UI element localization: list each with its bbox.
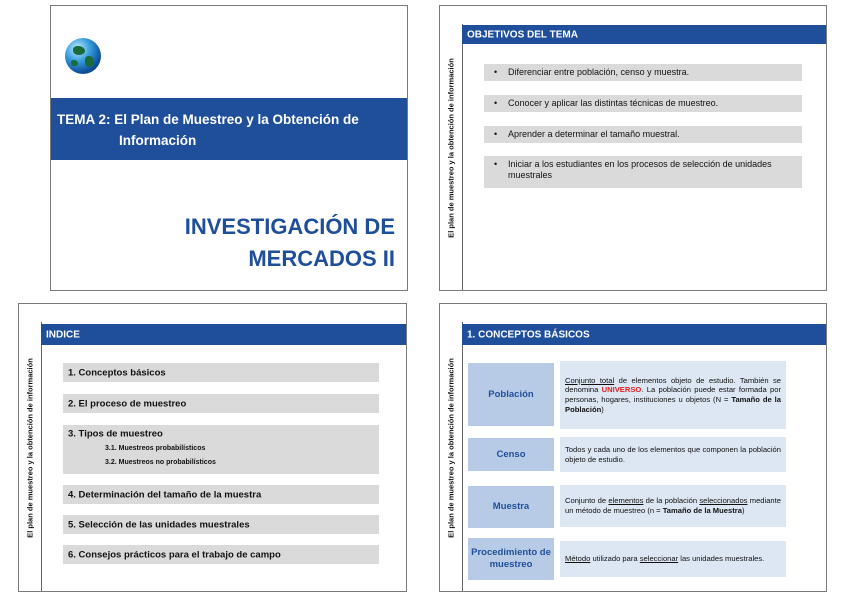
vertical-label-text: El plan de muestreo y la obtención de información — [446, 357, 456, 538]
index-item-label: 6. Consejos prácticos para el trabajo de campo — [68, 549, 281, 560]
def-text: las unidades muestrales. — [678, 554, 765, 564]
definition-procedimiento — [560, 541, 786, 577]
index-item — [63, 545, 379, 564]
def-text: de la población — [643, 496, 700, 506]
index-item — [63, 485, 379, 504]
term-procedimiento: Procedimiento de muestreo — [468, 538, 554, 580]
def-highlight: UNIVERSO — [601, 385, 642, 395]
index-item — [63, 425, 379, 474]
slide-objetivos — [439, 5, 827, 291]
vertical-label — [19, 304, 41, 591]
def-text: Todos y cada uno de los elementos que componen la población objeto de estudio. — [565, 444, 781, 464]
def-text: seleccionados — [699, 496, 748, 506]
def-bold: Tamaño de la Población — [565, 395, 781, 414]
objective-item: • Aprender a determinar el tamaño muestral. — [484, 126, 802, 143]
objective-item: • Conocer y aplicar las distintas técnicas de muestreo. — [484, 95, 802, 112]
index-subitem: 3.1. Muestreos probabilísticos — [105, 445, 206, 452]
term-censo: Censo — [468, 438, 554, 471]
def-text: Conjunto total — [565, 375, 615, 385]
slide-title — [50, 5, 408, 291]
def-text: mediante un método de muestreo (n = — [565, 496, 781, 515]
slide-header-text: INDICE — [46, 329, 80, 340]
vertical-label — [440, 6, 462, 290]
index-item-label: 1. Conceptos básicos — [68, 367, 166, 378]
index-item-label: 2. El proceso de muestreo — [68, 398, 187, 409]
vertical-label — [440, 304, 462, 591]
index-item — [63, 394, 379, 413]
vertical-label-text: El plan de muestreo y la obtención de información — [25, 357, 35, 538]
def-text: Conjunto de — [565, 496, 609, 506]
index-item-label: 4. Determinación del tamaño de la muestra — [68, 489, 262, 500]
def-text: Método — [565, 554, 591, 564]
slide-conceptos — [439, 303, 827, 592]
term-poblacion: Población — [468, 363, 554, 426]
index-item-label: 5. Selección de las unidades muestrales — [68, 519, 250, 530]
definition-muestra — [560, 485, 786, 527]
definition-censo — [560, 437, 786, 472]
def-text: ) — [741, 506, 745, 515]
slide-header — [462, 324, 827, 345]
def-text: elementos — [608, 496, 644, 506]
course-title-line1: INVESTIGACIÓN DE — [184, 214, 395, 239]
def-text: seleccionar — [639, 554, 679, 564]
slide-header-text: 1. CONCEPTOS BÁSICOS — [467, 329, 590, 340]
def-text: de elementos objeto de estudio. También se denomina — [565, 375, 781, 395]
def-text: utilizado para — [590, 554, 640, 564]
divider — [462, 24, 463, 290]
course-title-line2: MERCADOS II — [248, 246, 395, 271]
slide-header-text: OBJETIVOS DEL TEMA — [467, 29, 578, 40]
objective-item: • Diferenciar entre población, censo y muestra. — [484, 64, 802, 81]
tema-title-line1: TEMA 2: El Plan de Muestreo y la Obtención de — [57, 112, 359, 127]
index-item-label: 3. Tipos de muestreo — [68, 428, 163, 440]
tema-banner — [51, 98, 408, 160]
definition-poblacion — [560, 361, 786, 429]
def-text: . La población puede estar formada por personas, hogares, instituciones u objetos (N = — [565, 385, 781, 404]
index-subitem: 3.2. Muestreos no probabilísticos — [105, 459, 216, 466]
objective-item: • Iniciar a los estudiantes en los procesos de selección de unidades muestrales — [484, 156, 802, 188]
slide-header — [41, 324, 407, 345]
index-item — [63, 363, 379, 382]
tema-title-line2: Información — [119, 133, 197, 148]
divider — [41, 322, 42, 591]
term-muestra: Muestra — [468, 486, 554, 528]
slide-header — [462, 25, 827, 44]
divider — [462, 322, 463, 591]
def-bold: Tamaño de la Muestra — [662, 506, 742, 515]
def-text: ) — [601, 404, 604, 414]
index-item — [63, 515, 379, 534]
slide-indice — [18, 303, 407, 592]
globe-icon — [65, 38, 101, 74]
vertical-label-text: El plan de muestreo y la obtención de información — [446, 58, 456, 238]
